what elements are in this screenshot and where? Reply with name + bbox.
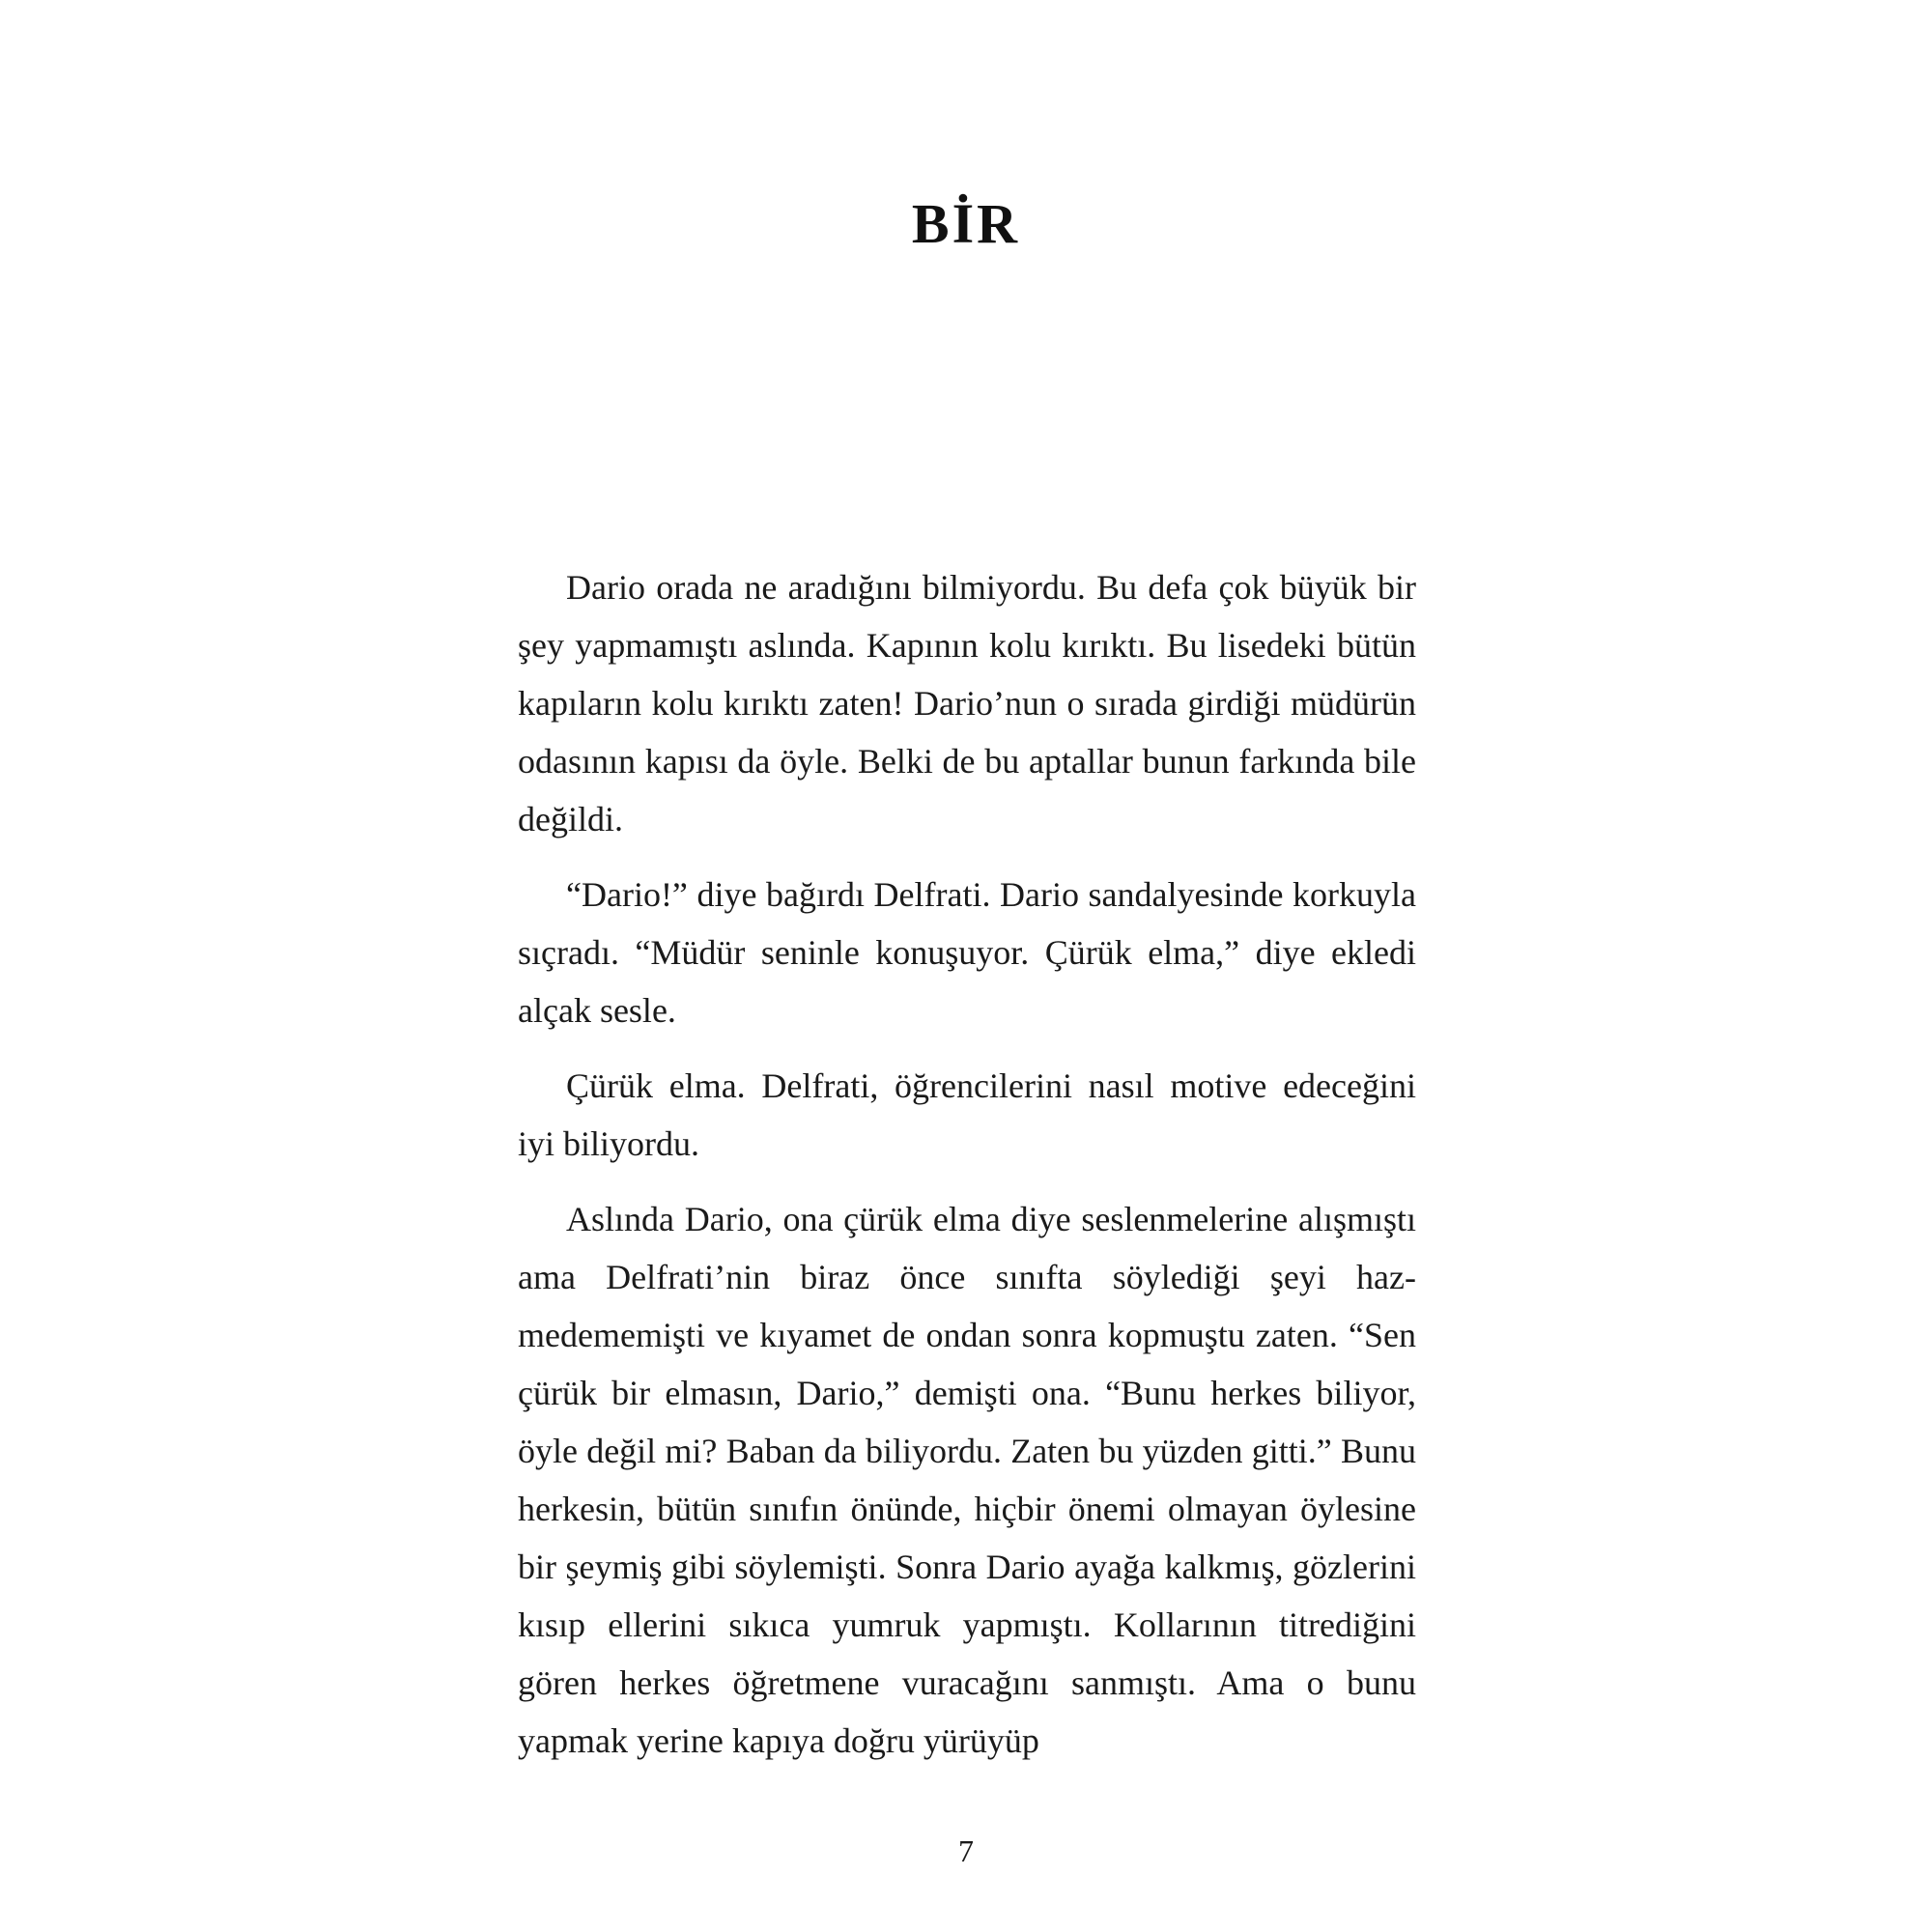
page-number: 7 (958, 1833, 974, 1868)
paragraph-2: “Dario!” diye bağırdı Delfrati. Dario sandalyesinde korkuyla sıçradı. “Müdür seninle konuşuyor. Çürük elma,” diye ekledi alçak sesle. (518, 875, 1416, 1030)
paragraph-4: Aslında Dario, ona çürük elma diye seslenmelerine alışmıştı ama Delfrati’nin biraz önce sınıfta söylediği şeyi hazmedememişti ve kıyamet de ondan sonra kopmuştu zaten. “Sen çürük bir elmasın, Dario,” demişti ona. “Bunu herkes biliyor, öyle değil mi? Baban da biliyordu. Zaten bu yüzden gitti.” Bunu herkesin, bütün sınıfın önünde, hiçbir önemi olmayan öylesine bir şeymiş gibi söylemişti. Sonra Dario ayağa kalkmış, gözlerini kısıp ellerini sıkıca yumruk yapmıştı. Kollarının titrediğini gören herkes öğretmene vuracağını sanmıştı. Ama o bunu yapmak yerine kapıya doğru yürüyüp (518, 1200, 1416, 1760)
chapter-title: BİR (911, 192, 1021, 255)
body-text (518, 558, 1416, 1787)
paragraph-1: Dario orada ne aradığını bilmiyordu. Bu defa çok büyük bir şey yapmamıştı aslında. Kapının kolu kırıktı. Bu lisedeki bütün kapıların kolu kırıktı zaten! Dario’nun o sırada girdiği müdürün odasının kapısı da öyle. Belki de bu aptallar bunun farkında bile değildi. (518, 568, 1416, 838)
paragraph-3: Çürük elma. Delfrati, öğrencilerini nasıl motive edeceğini iyi biliyordu. (518, 1066, 1416, 1163)
